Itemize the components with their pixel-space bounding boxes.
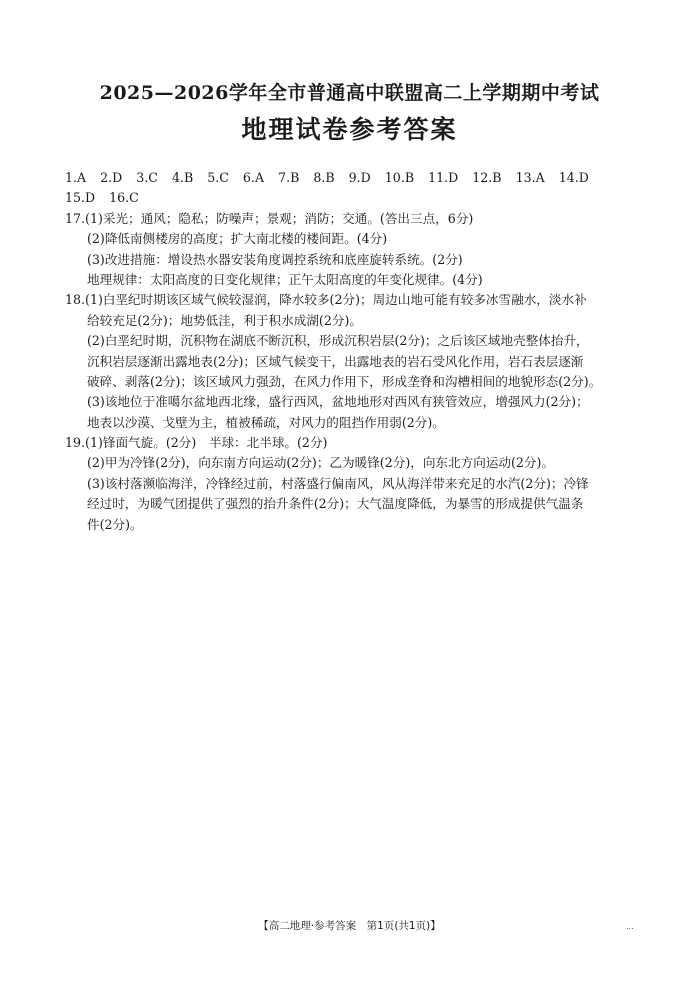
- q18-part1-line1: 18.(1)白垩纪时期该区域气候较湿润，降水较多(2分)；周边山地可能有较多冰雪融水，淡水补: [65, 292, 587, 308]
- exam-title: 2025—2026学年全市普通高中联盟高二上学期期中考试: [99, 82, 600, 104]
- corner-mark: ...: [626, 922, 634, 931]
- q19-part3-line1: (3)该村落濒临海洋，冷锋经过前，村落盛行偏南风，风从海洋带来充足的水汽(2分)；冷锋: [87, 475, 589, 491]
- choice-answer: 15.D: [65, 190, 96, 206]
- q18-part1-line2: 给较充足(2分)；地势低洼，利于积水成湖(2分)。: [87, 312, 362, 328]
- q19-part1: 19.(1)锋面气旋。(2分) 半球：北半球。(2分): [65, 435, 328, 451]
- choice-answer: 6.A: [242, 170, 265, 185]
- choice-answer: 8.B: [313, 170, 335, 185]
- answer-key-title: 地理试卷参考答案: [241, 115, 458, 144]
- q19-part3-line3: 件(2分)。: [87, 516, 143, 532]
- q17-part3-rule: 地理规律：太阳高度的日变化规律；正午太阳高度的年变化规律。(4分): [87, 271, 483, 287]
- choice-answer: 12.B: [472, 170, 502, 185]
- choice-answer: 16.C: [109, 190, 139, 206]
- choice-answer: 11.D: [428, 170, 459, 185]
- choice-answer: 7.B: [278, 170, 300, 185]
- choice-answer: 5.C: [207, 170, 229, 185]
- q17-part2: (2)降低南侧楼房的高度；扩大南北楼的楼间距。(4分): [87, 231, 388, 247]
- q19-part3-line2: 经过时，为暖气团提供了强烈的抬升条件(2分)；大气温度降低，为暴雪的形成提供气温条: [87, 496, 584, 512]
- page-footer: 【高二地理·参考答案 第1页(共1页)】: [258, 920, 441, 932]
- choice-answer: 4.B: [171, 170, 194, 185]
- q18-part2-line2: 沉积岩层逐渐出露地表(2分)；区域气候变干，出露地表的岩石受风化作用，岩石表层逐渐: [87, 353, 584, 369]
- choice-answer: 9.D: [348, 170, 371, 185]
- choice-answer: 2.D: [100, 170, 123, 185]
- q18-part3-line2: 地表以沙漠、戈壁为主，植被稀疏，对风力的阻挡作用弱(2分)。: [87, 414, 445, 430]
- q18-part3-line1: (3)该地位于准噶尔盆地西北缘，盛行西风，盆地地形对西风有狭管效应，增强风力(2分)；: [87, 394, 589, 410]
- choice-answer: 14.D: [558, 170, 589, 185]
- q18-part2-line3: 破碎、剥落(2分)；该区域风力强劲，在风力作用下，形成垄脊和沟槽相间的地貌形态(2分)。: [87, 373, 602, 389]
- choice-answer: 13.A: [515, 170, 545, 185]
- q18-part2-line1: (2)白垩纪时期，沉积物在湖底不断沉积，形成沉积岩层(2分)；之后该区域地壳整体抬升，: [87, 333, 589, 349]
- choice-answers-row-2: [65, 188, 645, 208]
- q17-part1: 17.(1)采光；通风；隐私；防噪声；景观；消防；交通。(答出三点，6分): [65, 210, 474, 226]
- choice-answer: 1.A: [65, 170, 87, 185]
- answer-content: [65, 168, 645, 535]
- choice-answers-row-1: [65, 168, 645, 188]
- choice-answer: 3.C: [136, 170, 158, 185]
- q19-part2: (2)甲为冷锋(2分)，向东南方向运动(2分)；乙为暖锋(2分)，向东北方向运动(2分)。: [87, 455, 555, 471]
- q17-part3: (3)改进措施：增设热水器安装角度调控系统和底座旋转系统。(2分): [87, 251, 463, 267]
- choice-answer: 10.B: [384, 170, 415, 185]
